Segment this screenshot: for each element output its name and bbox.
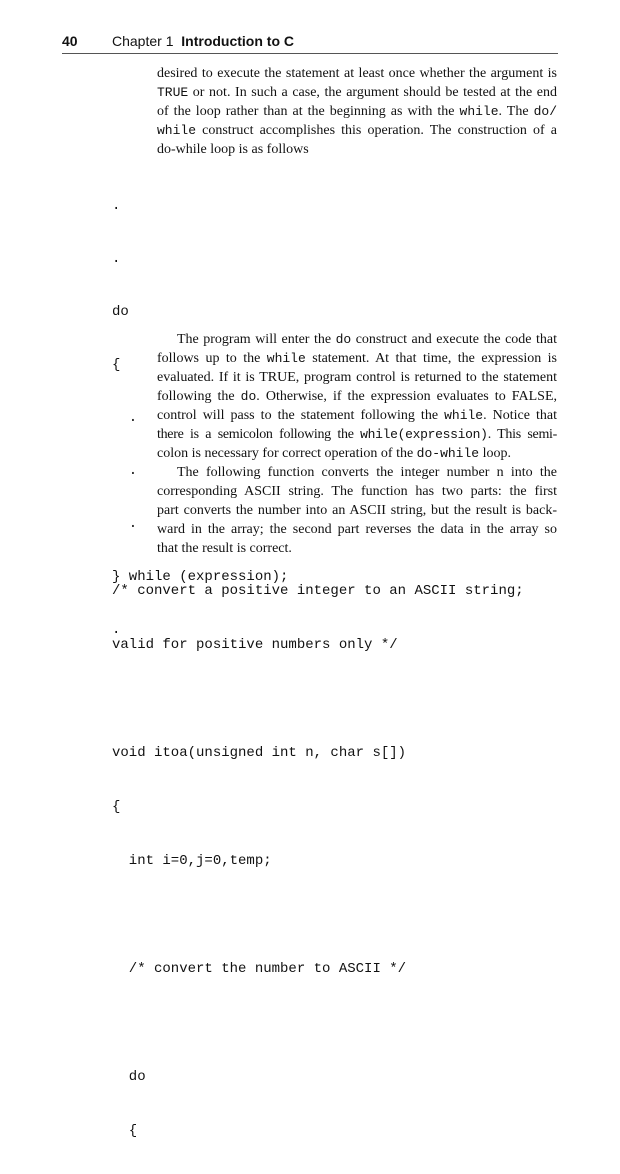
text-line: TRUE or not. In such a case, the argument should be tested at the end	[157, 85, 557, 100]
chapter-prefix: Chapter 1	[112, 33, 174, 49]
text-line: that the result is correct.	[157, 541, 292, 556]
text-line: while construct accomplishes this operation. The construction of a	[157, 123, 557, 138]
chapter-title: Introduction to C	[181, 33, 295, 49]
code-line: void itoa(unsigned int n, char s[])	[112, 745, 407, 761]
text-line: do-while loop is as follows	[157, 142, 309, 157]
text-line: follows up to the while statement. At that time, the expression is	[157, 351, 557, 366]
text-line: of the loop rather than at the beginning as with the while. The do/	[157, 104, 557, 119]
text-line: colon is necessary for correct operation of the do-while loop.	[157, 446, 511, 461]
chapter-label	[112, 33, 294, 49]
text-line: The following function converts the integer number n into the	[177, 465, 557, 480]
inline-code: while	[459, 104, 499, 119]
code-line: {	[112, 799, 121, 815]
inline-code: while(expression)	[360, 427, 488, 442]
text-line: The program will enter the do construct and execute the code that	[177, 332, 557, 347]
text-line: part converts the number into an ASCII string, but the result is back-	[157, 503, 557, 518]
text-line: corresponding ASCII string. The function has two parts: the first	[157, 484, 557, 499]
inline-code: while	[266, 351, 306, 366]
text-line: desired to execute the statement at least once whether the argument is	[157, 66, 557, 81]
code-line: int i=0,j=0,temp;	[112, 853, 272, 869]
code-line: /* convert a positive integer to an ASCII string;	[112, 583, 524, 599]
inline-code: while	[444, 408, 484, 423]
inline-code: do	[240, 389, 257, 404]
code-line: /* convert the number to ASCII */	[112, 961, 407, 977]
inline-code: do-while	[416, 446, 480, 461]
text-line: control will pass to the statement following the while. Notice that	[157, 408, 558, 423]
code-line: .	[112, 463, 138, 479]
text-line: following the do. Otherwise, if the expression evaluates to FALSE,	[157, 389, 557, 404]
inline-code: do/	[533, 104, 557, 119]
header-rule	[62, 53, 558, 54]
code-line	[112, 1012, 524, 1034]
code-line: valid for positive numbers only */	[112, 637, 398, 653]
text-line: evaluated. If it is TRUE, program control is returned to the statement	[157, 370, 557, 385]
paragraph-itoa-description	[157, 463, 557, 558]
code-line: {	[112, 357, 121, 373]
code-line: .	[112, 198, 121, 214]
inline-code: TRUE	[157, 85, 189, 100]
paragraph-do-while-explanation	[157, 330, 557, 463]
running-head	[62, 33, 558, 53]
inline-code: while	[157, 123, 197, 138]
code-line: do	[112, 1069, 146, 1085]
code-line: do	[112, 304, 129, 320]
code-line: .	[112, 516, 138, 532]
code-line: {	[112, 1123, 138, 1139]
code-line	[112, 688, 524, 710]
code-line: } while (expression);	[112, 569, 289, 585]
code-line: .	[112, 251, 121, 267]
code-line	[112, 904, 524, 926]
page-number: 40	[62, 33, 78, 49]
code-block-itoa	[112, 548, 524, 1174]
code-line: .	[112, 622, 121, 638]
inline-code: do	[335, 332, 352, 347]
code-line: .	[112, 410, 138, 426]
paragraph-do-while-intro	[157, 64, 557, 159]
text-line: there is a semicolon following the while(expression). This semi-	[157, 427, 558, 442]
text-line: ward in the array; the second part reverses the data in the array so	[157, 522, 557, 537]
